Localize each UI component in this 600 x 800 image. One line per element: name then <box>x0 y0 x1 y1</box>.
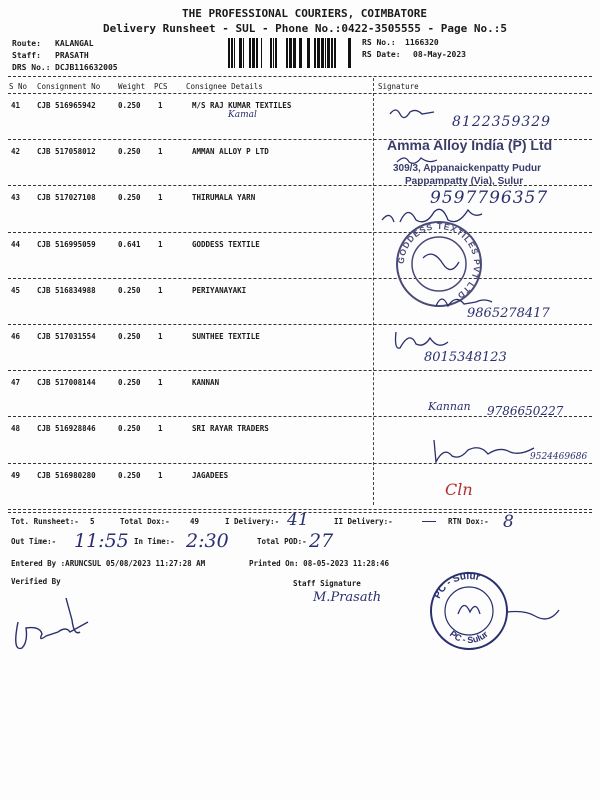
row-sno: 47 <box>11 378 21 388</box>
row-weight: 0.250 <box>118 193 141 203</box>
tot-runsheet-value: 5 <box>90 517 95 526</box>
total-pod-label: Total POD:- <box>257 537 307 546</box>
signature-row41 <box>388 102 438 120</box>
total-dox-value: 49 <box>190 517 200 526</box>
printed-on: Printed On: 08-05-2023 11:28:46 <box>249 559 389 568</box>
drs-value: DCJB116632005 <box>55 63 118 72</box>
col-header-pcs: PCS <box>154 82 168 91</box>
row-consignee: SRI RAYAR TRADERS <box>192 424 269 434</box>
rtn-dox-handwritten: 8 <box>503 512 514 532</box>
handwritten-phone-row46: 8015348123 <box>424 350 507 365</box>
handwritten-phone-row41: 8122359329 <box>452 114 552 130</box>
staff-signature-handwritten: M.Prasath <box>313 590 382 605</box>
stamp-amman-line1: Amma Alloy India (P) Ltd <box>387 137 553 153</box>
table-top-rule <box>8 76 592 77</box>
row-pcs: 1 <box>158 239 163 249</box>
row-weight: 0.250 <box>118 332 141 341</box>
row-separator <box>8 278 592 279</box>
svg-text:GODDESS TEXTILES PVT LTD: GODDESS TEXTILES PVT LTD <box>395 220 483 302</box>
row-weight: 0.250 <box>118 424 141 434</box>
i-delivery-label: I Delivery:- <box>225 517 280 526</box>
row-weight: 0.250 <box>118 285 141 295</box>
row-consignment-no: CJB 517058012 <box>37 147 96 157</box>
row-consignee: M/S RAJ KUMAR TEXTILES <box>192 101 292 110</box>
row-weight: 0.250 <box>118 378 141 388</box>
row-consignment-no: CJB 517008144 <box>37 378 96 388</box>
row-consignee: THIRUMALA YARN <box>192 193 256 203</box>
row-weight: 0.250 <box>118 101 141 110</box>
row-sno: 48 <box>11 424 21 434</box>
handwritten-phone-row43: 9597796357 <box>430 188 549 208</box>
stamp-amman-line3: Pappampatty (Via), Sulur <box>405 176 524 187</box>
row-pcs: 1 <box>158 101 163 110</box>
verifier-signature <box>10 592 95 662</box>
staff-value: PRASATH <box>55 51 89 60</box>
rs-no-value: 1166320 <box>405 38 439 47</box>
in-time-label: In Time:- <box>134 537 175 546</box>
i-delivery-handwritten: 41 <box>287 510 309 530</box>
total-dox-label: Total Dox:- <box>120 517 170 526</box>
route-value: KALANGAL <box>55 39 94 48</box>
tot-runsheet-label: Tot. Runsheet:- <box>11 517 79 526</box>
handwritten-sign-row49: Cln <box>445 480 473 499</box>
svg-text:PC - Sulur: PC - Sulur <box>431 570 482 601</box>
route-label: Route: <box>12 39 41 48</box>
staff-label: Staff: <box>12 51 41 60</box>
handwritten-phone-row48: 9524469686 <box>530 452 588 462</box>
stamp-signature-tail <box>505 596 565 626</box>
col-header-weight: Weight <box>118 82 146 91</box>
col-header-signature: Signature <box>378 82 419 91</box>
row-consignee: KANNAN <box>192 378 220 388</box>
row-separator <box>8 370 592 371</box>
row-pcs: 1 <box>158 193 163 203</box>
total-pod-handwritten: 27 <box>309 530 334 552</box>
row-weight: 0.641 <box>118 239 141 249</box>
row-pcs: 1 <box>158 147 163 157</box>
rs-no-label: RS No.: <box>362 38 396 47</box>
handwritten-phone-row47: 9786650227 <box>487 404 564 418</box>
svg-text:PC - Sulur: PC - Sulur <box>447 628 490 646</box>
col-header-consignment: Consignment No <box>37 82 101 91</box>
row-consignment-no: CJB 516834988 <box>37 285 96 295</box>
row-consignment-no: CJB 516980280 <box>37 470 96 480</box>
row-sno: 45 <box>11 285 21 295</box>
handwritten-phone-row45: 9865278417 <box>467 306 550 321</box>
rs-date-label: RS Date: <box>362 50 401 59</box>
company-name: THE PROFESSIONAL COURIERS, COIMBATORE <box>182 7 428 20</box>
handwritten-name-row47: Kannan <box>428 400 471 413</box>
handwritten-note-kamal: Kamal <box>228 110 257 120</box>
ii-delivery-dash-mark <box>422 521 436 522</box>
row-consignment-no: CJB 517031554 <box>37 332 96 341</box>
barcode <box>228 38 356 68</box>
col-header-sno: S No <box>9 82 28 91</box>
stamp-pc-sulur <box>428 570 510 652</box>
row-sno: 46 <box>11 332 21 341</box>
signature-column-rule <box>373 78 374 505</box>
row-consignee: GODDESS TEXTILE <box>192 239 260 249</box>
stamp-amman-line2: 309/3, Appanaickenpatty Pudur <box>393 163 542 174</box>
row-pcs: 1 <box>158 285 163 295</box>
out-time-label: Out Time:- <box>11 537 57 546</box>
rs-date-value: 08-May-2023 <box>413 50 466 59</box>
row-sno: 43 <box>11 193 21 203</box>
row-consignment-no: CJB 516995059 <box>37 239 96 249</box>
runsheet-title: Delivery Runsheet - SUL - Phone No.:0422-3505555 - Page No.:5 <box>103 22 507 35</box>
in-time-handwritten: 2:30 <box>186 530 229 552</box>
row-consignee: SUNTHEE TEXTILE <box>192 332 260 341</box>
row-sno: 44 <box>11 239 21 249</box>
verified-by-label: Verified By <box>11 577 61 586</box>
ii-delivery-label: II Delivery:- <box>334 517 393 526</box>
row-consignee: JAGADEES <box>192 470 229 480</box>
row-separator <box>8 324 592 325</box>
drs-label: DRS No.: <box>12 63 51 72</box>
entered-by: Entered By :ARUNCSUL 05/08/2023 11:27:28 AM <box>11 559 206 568</box>
row-consignee: PERIYANAYAKI <box>192 285 247 295</box>
row-weight: 0.250 <box>118 470 141 480</box>
row-pcs: 1 <box>158 424 163 434</box>
row-pcs: 1 <box>158 332 163 341</box>
signature-row48 <box>430 436 540 466</box>
col-header-consignee: Consignee Details <box>186 82 263 91</box>
row-weight: 0.250 <box>118 147 141 157</box>
row-consignment-no: CJB 516965942 <box>37 101 96 110</box>
row-consignment-no: CJB 516928846 <box>37 424 96 434</box>
row-sno: 41 <box>11 101 21 110</box>
row-sno: 49 <box>11 470 21 480</box>
row-pcs: 1 <box>158 378 163 388</box>
staff-signature-label: Staff Signature <box>293 579 361 588</box>
row-pcs: 1 <box>158 470 163 480</box>
row-separator <box>8 232 592 233</box>
out-time-handwritten: 11:55 <box>74 530 129 552</box>
row-sno: 42 <box>11 147 21 157</box>
header-rule <box>8 93 592 94</box>
rtn-dox-label: RTN Dox:- <box>448 517 489 526</box>
row-consignee: AMMAN ALLOY P LTD <box>192 147 269 157</box>
row-consignment-no: CJB 517027108 <box>37 193 96 203</box>
